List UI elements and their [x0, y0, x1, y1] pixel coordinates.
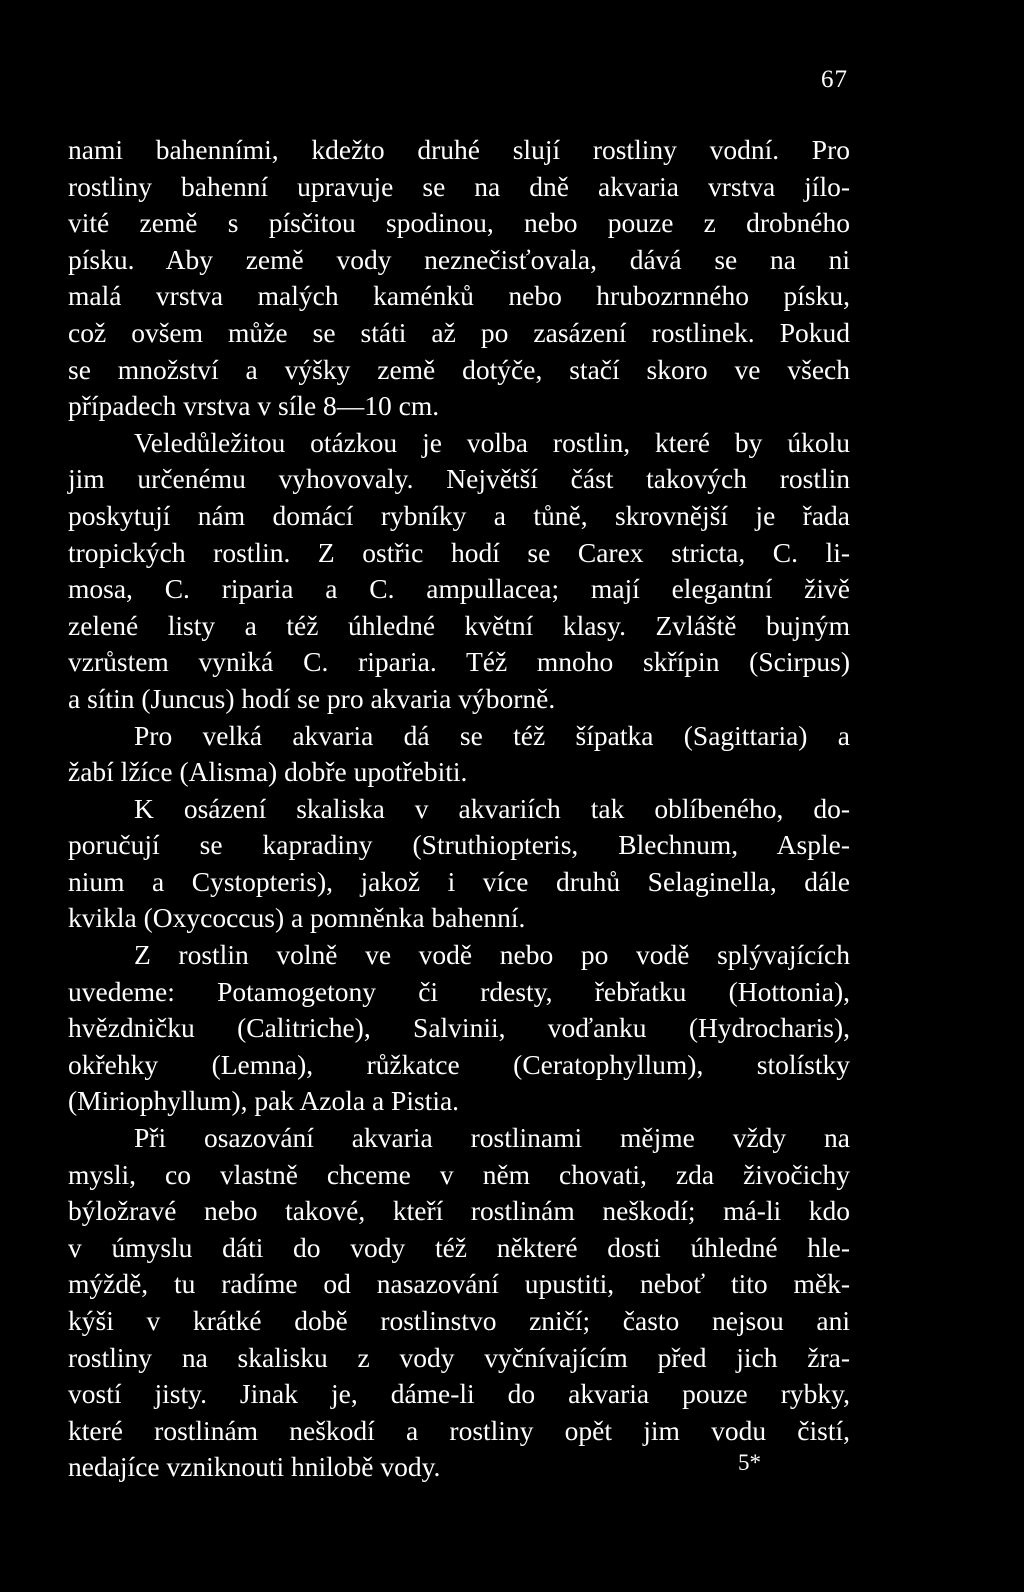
text-line: mysli, co vlastně chceme v něm chovati, zda živočichy: [68, 1158, 850, 1190]
printer-signature-mark: 5*: [738, 1450, 761, 1475]
text-line: Z rostlin volně ve vodě nebo po vodě splývajících: [134, 939, 850, 971]
text-line: což ovšem může se státi až po zasázení rostlinek. Pokud: [68, 316, 850, 348]
text-line: nami bahenními, kdežto druhé slují rostliny vodní. Pro: [68, 134, 850, 165]
body-text: [68, 132, 850, 1486]
text-line: býložravé nebo takové, kteří rostlinám neškodí; má-li kdo: [68, 1195, 850, 1227]
text-line: se množství a výšky země dotýče, stačí skoro ve všech: [68, 353, 850, 385]
text-line: zelené listy a též úhledné květní klasy. Zvláště bujným: [68, 609, 850, 641]
text-line: poručují se kapradiny (Struthiopteris, Blechnum, Asple-: [68, 829, 850, 861]
text-line: poskytují nám domácí rybníky a tůně, skrovnější je řada: [68, 499, 850, 531]
text-line: vostí jisty. Jinak je, dáme-li do akvaria pouze rybky,: [68, 1378, 850, 1410]
text-line: případech vrstva v síle 8—10 cm.: [68, 390, 440, 422]
text-line: Pro velká akvaria dá se též šípatka (Sagittaria) a: [134, 719, 850, 751]
text-line: kvikla (Oxycoccus) a pomněnka bahenní.: [68, 902, 526, 934]
text-line: nedajíce vzniknouti hnilobě vody.: [68, 1451, 441, 1483]
text-line: mýždě, tu radíme od nasazování upustiti, neboť tito měk-: [68, 1268, 850, 1300]
text-line: písku. Aby země vody neznečisťovala, dává se na ni: [68, 243, 850, 275]
text-line: (Miriophyllum), pak Azola a Pistia.: [68, 1085, 460, 1117]
text-line: hvězdničku (Calitriche), Salvinii, voďanku (Hydrocharis),: [68, 1012, 850, 1044]
text-line: rostliny na skalisku z vody vyčnívajícím před jich žra-: [68, 1341, 850, 1373]
text-line: nium a Cystopteris), jakož i více druhů Selaginella, dále: [68, 865, 850, 897]
text-line: vité země s písčitou spodinou, nebo pouze z drobného: [68, 207, 850, 239]
text-line: které rostlinám neškodí a rostliny opět jim vodu čistí,: [68, 1414, 850, 1446]
text-line: mosa, C. riparia a C. ampullacea; mají elegantní živě: [68, 573, 850, 605]
text-line: K osázení skaliska v akvariích tak oblíbeného, do-: [134, 792, 850, 824]
text-line: kýši v krátké době rostlinstvo zničí; často nejsou ani: [68, 1305, 850, 1336]
text-line: jim určenému vyhovovaly. Největší část takových rostlin: [68, 463, 850, 495]
text-line: Veledůležitou otázkou je volba rostlin, které by úkolu: [134, 426, 850, 458]
text-line: malá vrstva malých kaménků nebo hrubozrnného písku,: [68, 280, 850, 312]
text-line: tropických rostlin. Z ostřic hodí se Carex stricta, C. li-: [68, 536, 850, 568]
text-line: vzrůstem vyniká C. riparia. Též mnoho skřípin (Scirpus): [68, 646, 850, 678]
text-line: v úmyslu dáti do vody též některé dosti úhledné hle-: [68, 1231, 850, 1263]
page-number: 67: [821, 66, 848, 93]
text-line: a sítin (Juncus) hodí se pro akvaria výborně.: [68, 682, 556, 714]
text-line: Při osazování akvaria rostlinami mějme vždy na: [134, 1122, 850, 1154]
text-line: žabí lžíce (Alisma) dobře upotřebiti.: [68, 756, 468, 788]
text-line: uvedeme: Potamogetony či rdesty, řebřatku (Hottonia),: [68, 975, 850, 1007]
text-line: rostliny bahenní upravuje se na dně akvaria vrstva jílo-: [68, 170, 850, 202]
text-line: okřehky (Lemna), růžkatce (Ceratophyllum), stolístky: [68, 1048, 850, 1080]
